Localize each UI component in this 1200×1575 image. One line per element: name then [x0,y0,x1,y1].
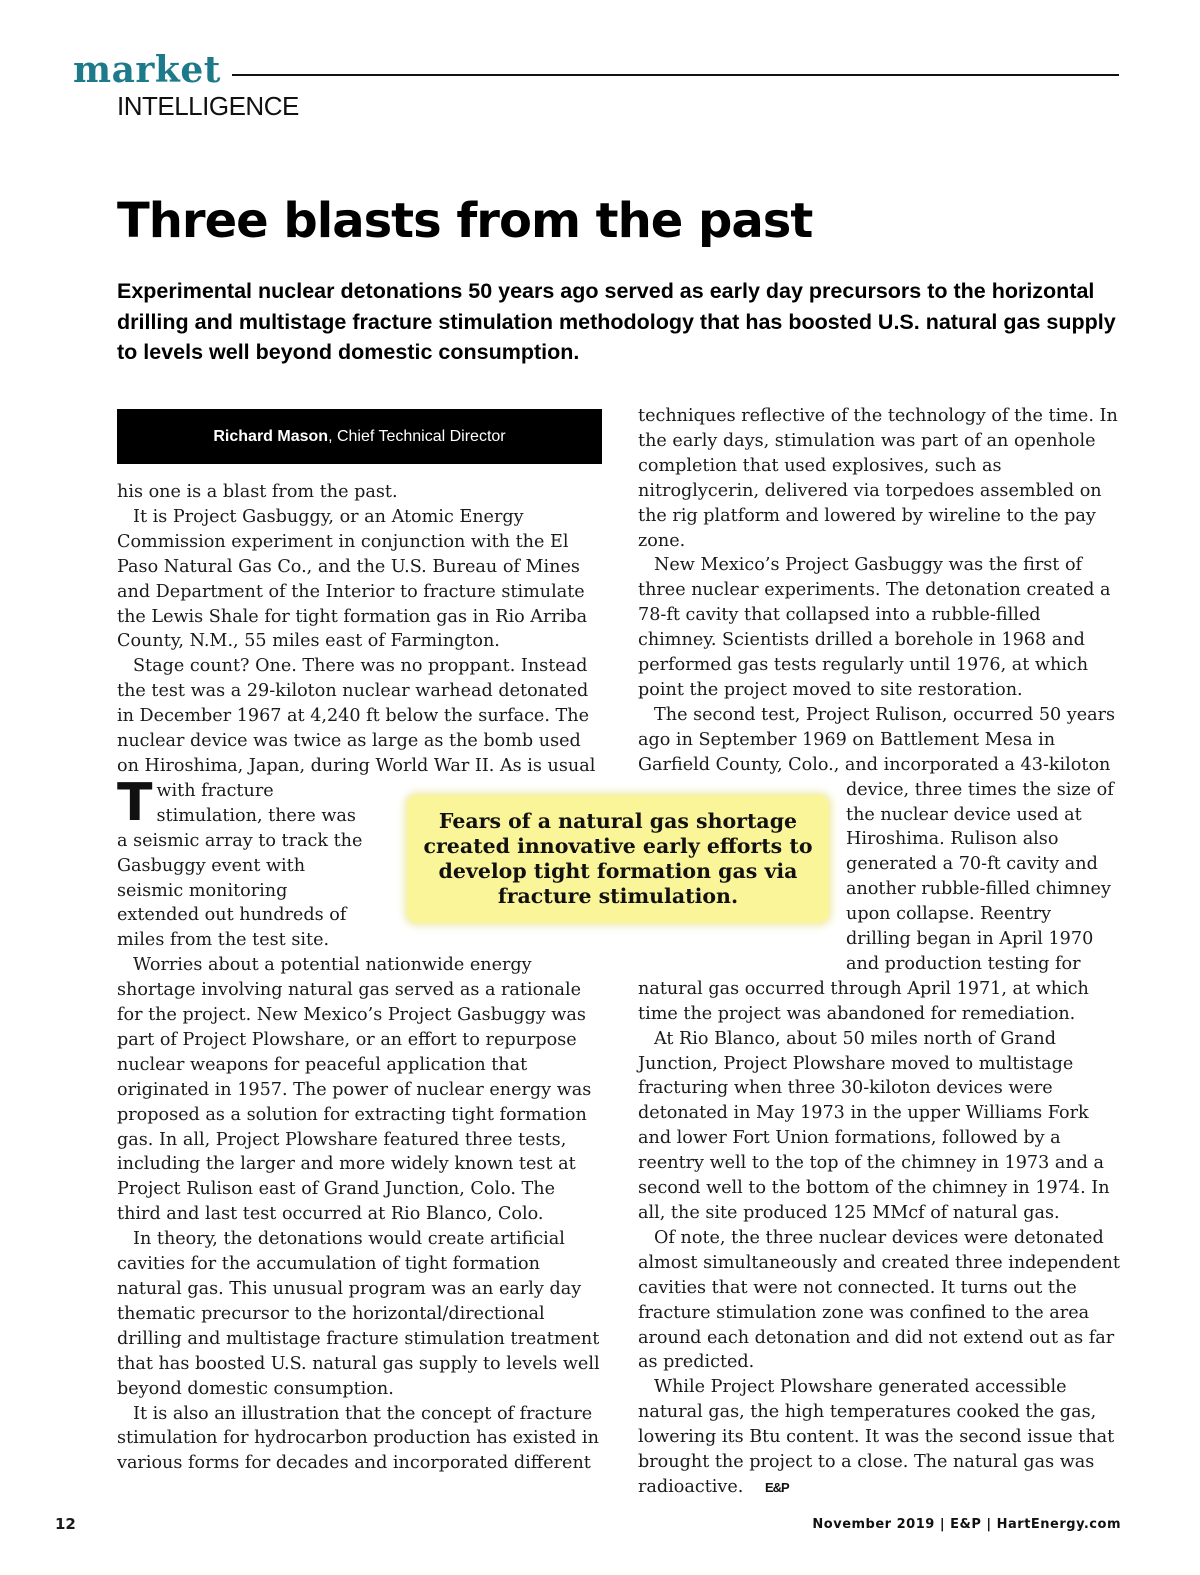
body-paragraph: It is also an illustration that the concept of fracture stimulation for hydrocarbon production has existed in various forms for decades and incorporated different [117,1403,599,1474]
pull-quote-text: Fears of a natural gas shortage created innovative early efforts to develop tight formation gas via fracture stimulation. [423,809,813,908]
author-name: Richard Mason [213,427,329,445]
header-rule [232,74,1119,76]
section-name: INTELLIGENCE [117,91,299,121]
body-paragraph: New Mexico’s Project Gasbuggy was the first of three nuclear experiments. The detonation created a 78-ft cavity that collapsed into a rubble-filled chimney. Scientists drilled a borehole in 1968 and performed gas tests regularly until 1976, at which point the project moved to site restoration. [638,555,1111,700]
article-deck: Experimental nuclear detonations 50 years ago served as early day precursors to the horizontal drilling and multistage fracture stimulation methodology that has boosted U.S. natural gas supply to levels well beyond domestic consumption. [117,279,1116,364]
body-paragraph: At Rio Blanco, about 50 miles north of Grand Junction, Project Plowshare moved to multistage fracturing when three 30-kiloton devices were detonated in May 1973 in the upper Williams Fork and lower Fort Union formations, followed by a reentry well to the top of the chimney in 1973 and a second well to the bottom of the chimney in 1974. In all, the site produced 125 MMcf of natural gas. [638,1028,1110,1223]
body-paragraph: Worries about a potential nationwide energy shortage involving natural gas served as a rationale for the project. New Mexico’s Project Gasbuggy was part of Project Plowshare, or an effort to repurpose nuclear weapons for peaceful application that originated in 1957. The power of nuclear energy was proposed as a solution for extracting tight formation gas. In all, Project Plowshare featured three tests, including the larger and more widely known test at Project Rulison east of Grand Junction, Colo. The third and last test occurred at Rio Blanco, Colo. [117,955,592,1225]
body-paragraph: While Project Plowshare generated accessible natural gas, the high temperatures cooked the gas, lowering its Btu content. It was the second issue that brought the project to a close. The natural gas was radioactive. E&P [638,1375,1120,1501]
body-paragraph: Of note, the three nuclear devices were detonated almost simultaneously and created three independent cavities that were not connected. It turns out the fracture stimulation zone was confined to the area around each detonation and did not extend out as far as predicted. [638,1227,1120,1373]
byline-bar [117,409,602,464]
end-mark: E&P [764,1479,789,1495]
drop-cap: T [117,773,153,833]
pull-quote [407,795,829,923]
article-title: Three blasts from the past [117,193,813,249]
page-number: 12 [55,1515,76,1533]
body-paragraph: It is Project Gasbuggy, or an Atomic Energy Commission experiment in conjunction with the El Paso Natural Gas Co., and the U.S. Bureau of Mines and Department of the Interior to fracture stimulate the Lewis Shale for tight formation gas in Rio Arriba County, N.M., 55 miles east of Farmington. [117,506,588,652]
article-column-left [117,480,602,1476]
body-paragraph: In theory, the detonations would create artificial cavities for the accumulation of tight formation natural gas. This unusual program was an early day thematic precursor to the horizontal/directional drilling and multistage fracture stimulation treatment that has boosted U.S. natural gas supply to levels well beyond domestic consumption. [117,1229,600,1399]
body-paragraph: techniques reflective of the technology of the time. In the early days, stimulation was part of an openhole completion that used explosives, such as nitroglycerin, delivered via torpedoes assembled on the rig platform and lowered by wireline to the pay zone. [638,406,1118,551]
article-column-right [638,404,1120,1501]
footer-issue: November 2019 | E&P | HartEnergy.com [812,1517,1121,1532]
body-paragraph: Stage count? One. There was no proppant. Instead the test was a 29-kiloton nuclear warhead detonated in December 1967 at 4,240 ft below the surface. The nuclear device was twice as large as the bomb used on Hiroshima, Japan, during World War II. As is usual with fracture stimulation, there was a seismic array to track the Gasbuggy event with seismic monitoring extended out hundreds of miles from the test site. [117,656,596,951]
body-paragraph: The second test, Project Rulison, occurred 50 years ago in September 1969 on Battlement Mesa in Garfield County, Colo., and incorporated a 43-kiloton device, three times the size of the nuclear device used at Hiroshima. Rulison also generated a 70-ft cavity and another rubble-filled chimney upon collapse. Reentry drilling began in April 1970 and production testing for natural gas occurred through April 1971, at which time the project was abandoned for remediation. [638,704,1116,1024]
section-kicker: market [73,49,221,91]
author-role: , Chief Technical Director [328,427,506,445]
body-paragraph: T his one is a blast from the past. [117,482,398,833]
